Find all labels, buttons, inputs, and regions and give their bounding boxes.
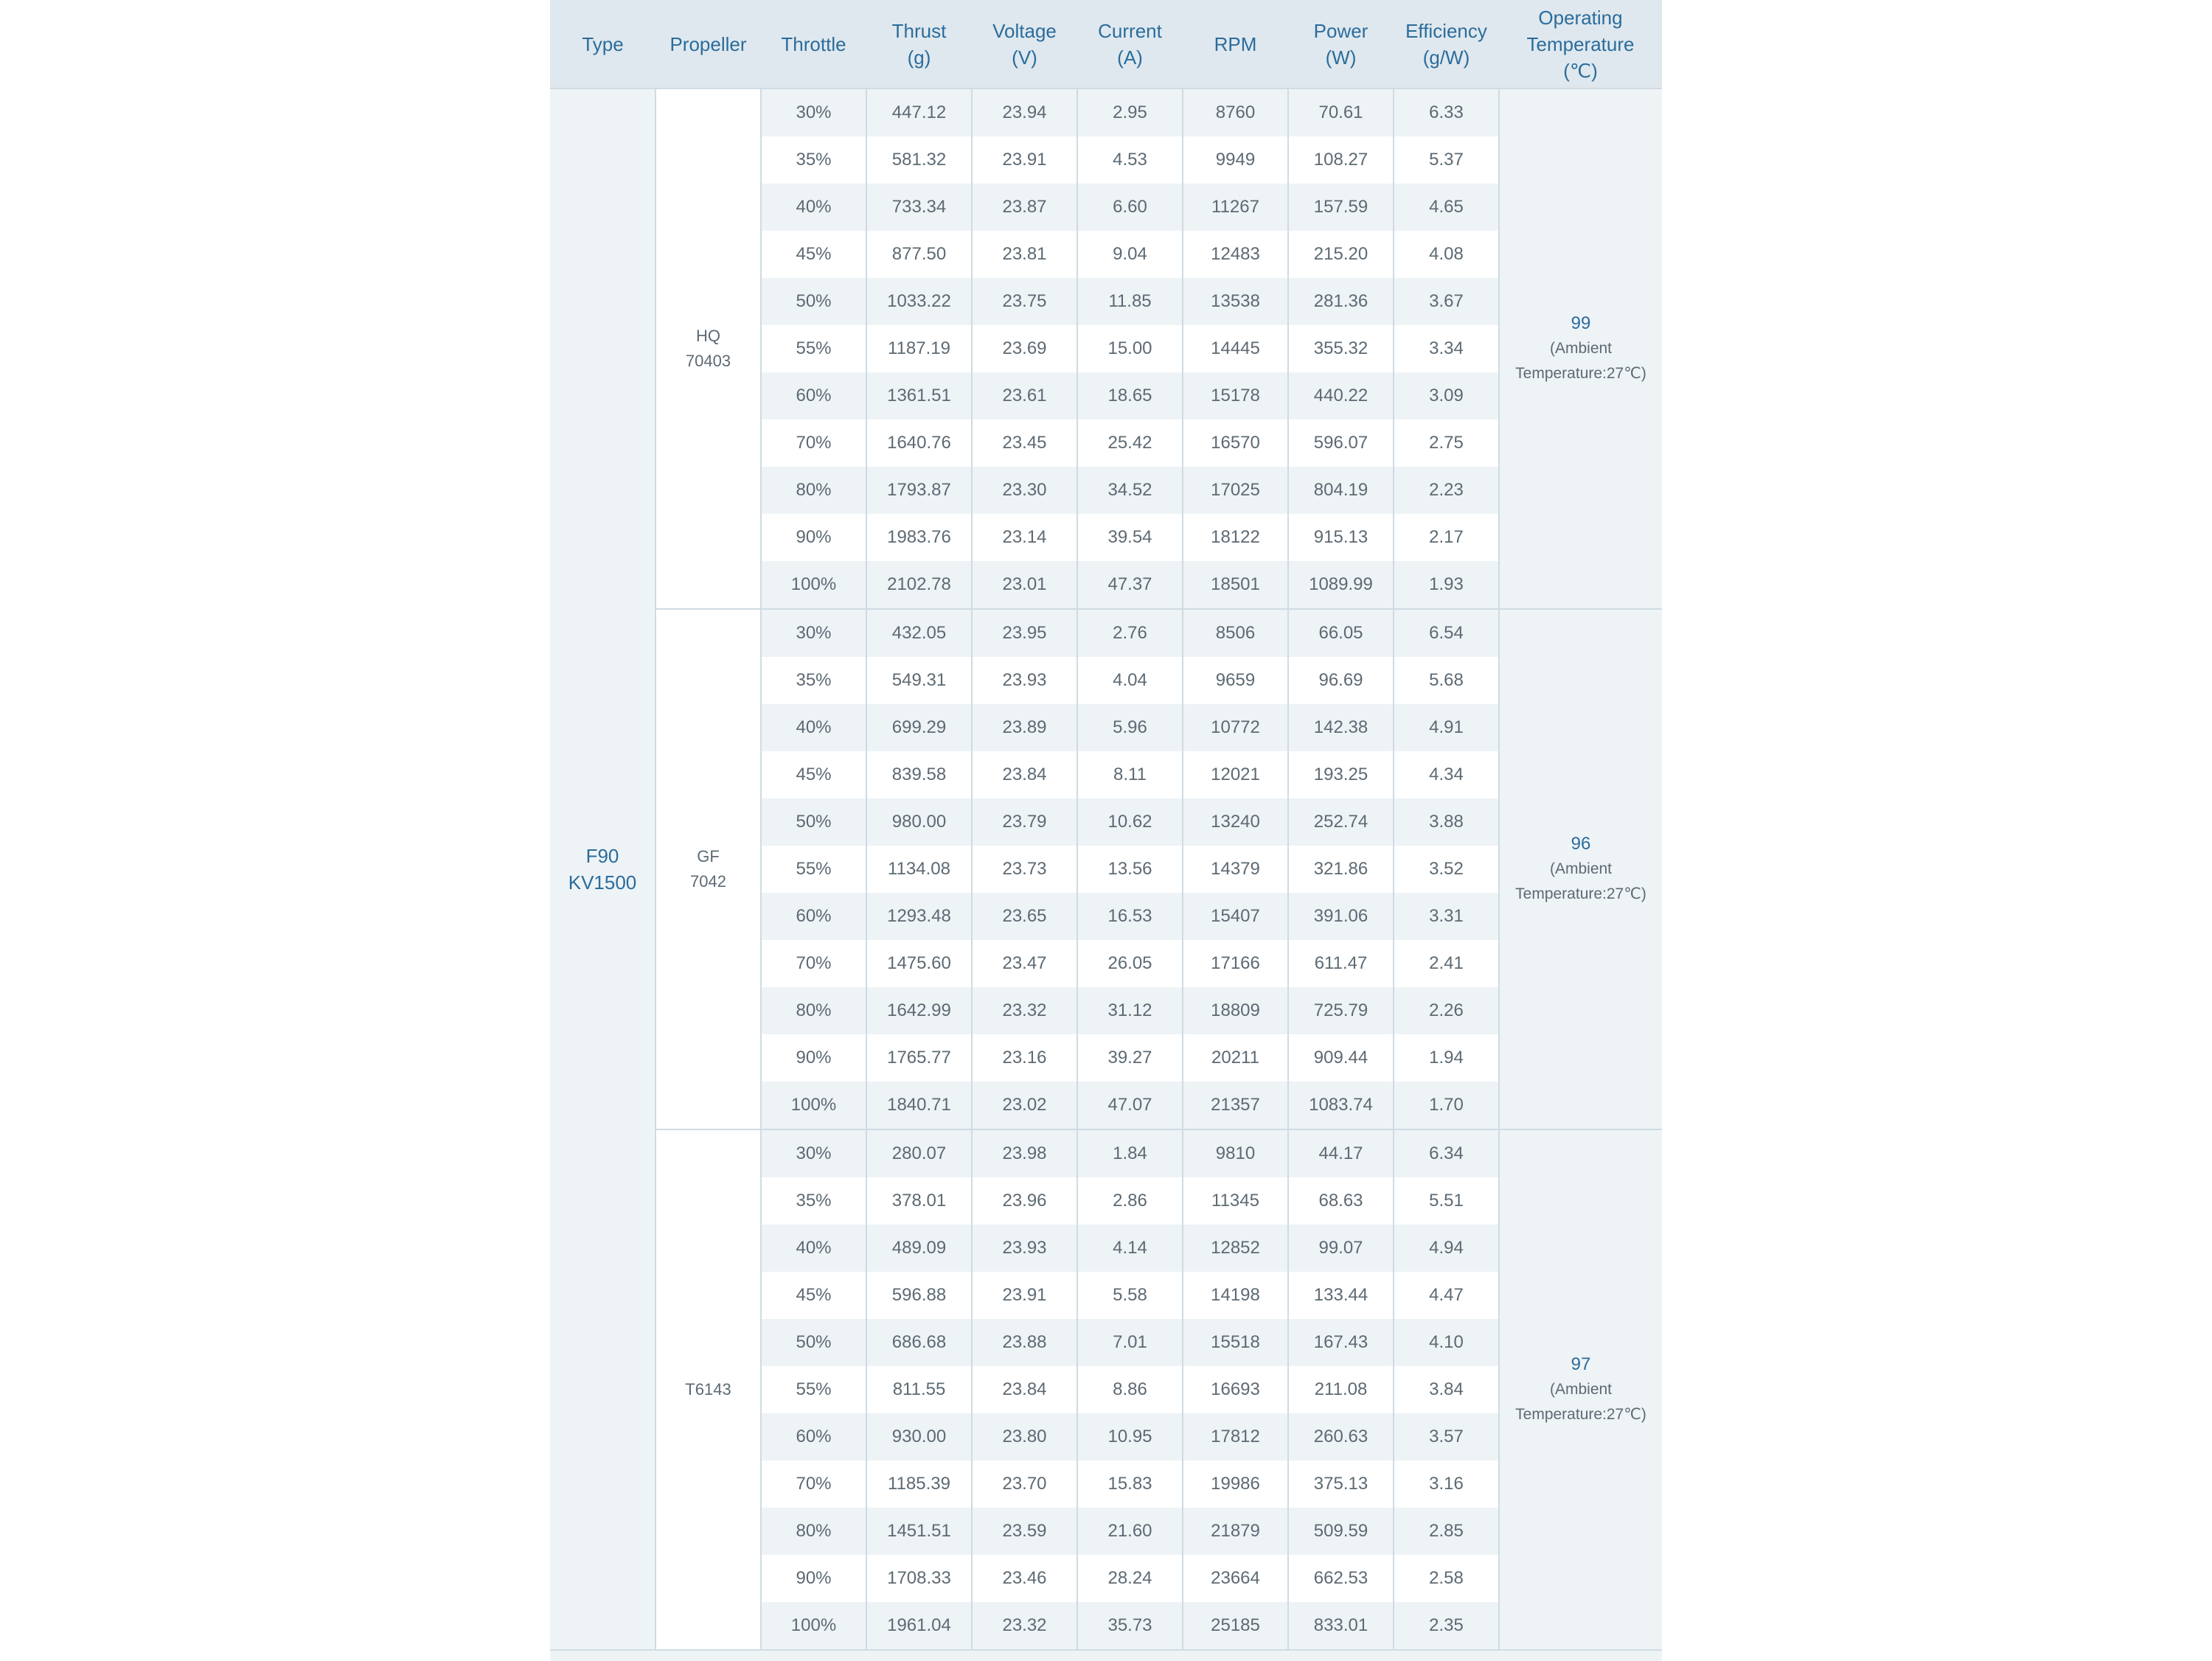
thrust-cell: 2102.78 (866, 561, 972, 609)
throttle-cell: 100% (761, 1082, 866, 1129)
rpm-cell: 15407 (1183, 893, 1288, 940)
thrust-cell: 1640.76 (866, 419, 972, 467)
power-cell: 44.17 (1288, 1129, 1394, 1177)
thrust-cell: 811.55 (866, 1366, 972, 1413)
efficiency-cell: 4.47 (1394, 1272, 1499, 1319)
operating-temperature-cell (1499, 88, 1662, 609)
current-cell: 10.95 (1077, 1413, 1183, 1460)
current-cell: 2.95 (1077, 88, 1183, 136)
current-cell: 8.11 (1077, 751, 1183, 798)
table-row (550, 88, 1662, 136)
rpm-cell: 17166 (1183, 940, 1288, 987)
voltage-cell: 23.80 (972, 1413, 1077, 1460)
power-cell: 157.59 (1288, 184, 1394, 231)
efficiency-cell: 3.09 (1394, 372, 1499, 419)
throttle-cell: 45% (761, 1272, 866, 1319)
thrust-cell: 1134.08 (866, 846, 972, 893)
rpm-cell: 21879 (1183, 1508, 1288, 1555)
current-cell: 18.65 (1077, 372, 1183, 419)
voltage-cell: 23.94 (972, 88, 1077, 136)
rpm-cell: 25185 (1183, 1602, 1288, 1649)
voltage-cell: 23.47 (972, 940, 1077, 987)
current-cell: 21.60 (1077, 1508, 1183, 1555)
current-cell: 15.83 (1077, 1460, 1183, 1508)
header-label-line: Thrust (891, 19, 947, 42)
thrust-cell: 1642.99 (866, 987, 972, 1034)
power-cell: 833.01 (1288, 1602, 1394, 1649)
voltage-cell: 23.88 (972, 1319, 1077, 1366)
thrust-cell: 1293.48 (866, 893, 972, 940)
current-cell: 5.58 (1077, 1272, 1183, 1319)
voltage-cell: 23.89 (972, 704, 1077, 751)
motor-performance-table (550, 0, 1662, 1649)
efficiency-cell: 3.31 (1394, 893, 1499, 940)
current-cell: 47.07 (1077, 1082, 1183, 1129)
voltage-cell: 23.73 (972, 846, 1077, 893)
thrust-cell: 699.29 (866, 704, 972, 751)
throttle-cell: 30% (761, 88, 866, 136)
efficiency-cell: 3.34 (1394, 325, 1499, 372)
thrust-cell: 1961.04 (866, 1602, 972, 1649)
throttle-cell: 70% (761, 419, 866, 467)
current-cell: 2.86 (1077, 1177, 1183, 1225)
rpm-cell: 18122 (1183, 514, 1288, 561)
header-current (1077, 0, 1183, 88)
rpm-cell: 9659 (1183, 657, 1288, 704)
voltage-cell: 23.46 (972, 1555, 1077, 1602)
voltage-cell: 23.61 (972, 372, 1077, 419)
voltage-cell: 23.93 (972, 657, 1077, 704)
ambient-temperature-note: (Ambient (1549, 1381, 1613, 1398)
power-cell: 375.13 (1288, 1460, 1394, 1508)
thrust-cell: 1708.33 (866, 1555, 972, 1602)
temperature-value: 97 (1571, 1354, 1591, 1374)
power-cell: 391.06 (1288, 893, 1394, 940)
current-cell: 31.12 (1077, 987, 1183, 1034)
voltage-cell: 23.95 (972, 609, 1077, 657)
power-cell: 142.38 (1288, 704, 1394, 751)
throttle-cell: 80% (761, 987, 866, 1034)
header-label-line: Voltage (992, 19, 1057, 42)
thrust-cell: 549.31 (866, 657, 972, 704)
current-cell: 4.04 (1077, 657, 1183, 704)
efficiency-cell: 6.34 (1394, 1129, 1499, 1177)
power-cell: 70.61 (1288, 88, 1394, 136)
power-cell: 355.32 (1288, 325, 1394, 372)
current-cell: 1.84 (1077, 1129, 1183, 1177)
thrust-cell: 1451.51 (866, 1508, 972, 1555)
power-cell: 611.47 (1288, 940, 1394, 987)
efficiency-cell: 4.65 (1394, 184, 1499, 231)
rpm-cell: 15518 (1183, 1319, 1288, 1366)
rpm-cell: 13538 (1183, 278, 1288, 325)
thrust-cell: 930.00 (866, 1413, 972, 1460)
rpm-cell: 8506 (1183, 609, 1288, 657)
voltage-cell: 23.93 (972, 1225, 1077, 1272)
voltage-cell: 23.91 (972, 1272, 1077, 1319)
current-cell: 9.04 (1077, 231, 1183, 278)
header-label-line: Current (1098, 19, 1162, 42)
thrust-cell: 489.09 (866, 1225, 972, 1272)
throttle-cell: 35% (761, 1177, 866, 1225)
current-cell: 28.24 (1077, 1555, 1183, 1602)
header-propeller (655, 0, 761, 88)
rpm-cell: 12021 (1183, 751, 1288, 798)
efficiency-cell: 4.34 (1394, 751, 1499, 798)
thrust-cell: 1033.22 (866, 278, 972, 325)
propeller-line: T6143 (685, 1380, 731, 1399)
rpm-cell: 19986 (1183, 1460, 1288, 1508)
rpm-cell: 17812 (1183, 1413, 1288, 1460)
efficiency-cell: 3.84 (1394, 1366, 1499, 1413)
efficiency-cell: 6.54 (1394, 609, 1499, 657)
current-cell: 47.37 (1077, 561, 1183, 609)
current-cell: 11.85 (1077, 278, 1183, 325)
propeller-line: GF (697, 847, 720, 866)
rpm-cell: 10772 (1183, 704, 1288, 751)
thrust-cell: 1187.19 (866, 325, 972, 372)
thrust-cell: 1983.76 (866, 514, 972, 561)
voltage-cell: 23.75 (972, 278, 1077, 325)
voltage-cell: 23.84 (972, 1366, 1077, 1413)
thrust-cell: 1475.60 (866, 940, 972, 987)
current-cell: 13.56 (1077, 846, 1183, 893)
voltage-cell: 23.98 (972, 1129, 1077, 1177)
throttle-cell: 40% (761, 184, 866, 231)
header-label-line: (W) (1325, 46, 1357, 69)
header-power (1288, 0, 1394, 88)
thrust-cell: 1840.71 (866, 1082, 972, 1129)
efficiency-cell: 2.85 (1394, 1508, 1499, 1555)
voltage-cell: 23.14 (972, 514, 1077, 561)
power-cell: 66.05 (1288, 609, 1394, 657)
rpm-cell: 16570 (1183, 419, 1288, 467)
throttle-cell: 50% (761, 278, 866, 325)
thrust-cell: 733.34 (866, 184, 972, 231)
rpm-cell: 16693 (1183, 1366, 1288, 1413)
rpm-cell: 8760 (1183, 88, 1288, 136)
current-cell: 4.53 (1077, 136, 1183, 184)
propeller-line: 7042 (690, 872, 726, 891)
header-operating-temperature (1499, 0, 1662, 88)
current-cell: 16.53 (1077, 893, 1183, 940)
throttle-cell: 90% (761, 1555, 866, 1602)
header-label-line: Temperature (1526, 32, 1635, 55)
rpm-cell: 18501 (1183, 561, 1288, 609)
table-row (550, 609, 1662, 657)
efficiency-cell: 1.70 (1394, 1082, 1499, 1129)
power-cell: 1089.99 (1288, 561, 1394, 609)
efficiency-cell: 5.51 (1394, 1177, 1499, 1225)
voltage-cell: 23.87 (972, 184, 1077, 231)
efficiency-cell: 1.93 (1394, 561, 1499, 609)
header-throttle (761, 0, 866, 88)
header-label-line: Type (582, 32, 624, 55)
thrust-cell: 378.01 (866, 1177, 972, 1225)
thrust-cell: 839.58 (866, 751, 972, 798)
propeller-cell (655, 1129, 761, 1649)
voltage-cell: 23.01 (972, 561, 1077, 609)
motor-type-line: KV1500 (568, 871, 637, 894)
voltage-cell: 23.84 (972, 751, 1077, 798)
throttle-cell: 60% (761, 372, 866, 419)
voltage-cell: 23.16 (972, 1034, 1077, 1082)
thrust-cell: 686.68 (866, 1319, 972, 1366)
rpm-cell: 12483 (1183, 231, 1288, 278)
header-voltage (972, 0, 1077, 88)
ambient-temperature-note: Temperature:27℃) (1515, 885, 1646, 902)
rpm-cell: 9949 (1183, 136, 1288, 184)
current-cell: 6.60 (1077, 184, 1183, 231)
throttle-cell: 50% (761, 798, 866, 846)
throttle-cell: 55% (761, 846, 866, 893)
power-cell: 596.07 (1288, 419, 1394, 467)
voltage-cell: 23.32 (972, 1602, 1077, 1649)
efficiency-cell: 2.26 (1394, 987, 1499, 1034)
power-cell: 260.63 (1288, 1413, 1394, 1460)
voltage-cell: 23.70 (972, 1460, 1077, 1508)
propeller-line: HQ (696, 327, 720, 345)
propeller-cell (655, 609, 761, 1129)
ambient-temperature-note: (Ambient (1549, 860, 1613, 877)
current-cell: 4.14 (1077, 1225, 1183, 1272)
throttle-cell: 45% (761, 231, 866, 278)
operating-temperature-cell (1499, 1129, 1662, 1649)
current-cell: 7.01 (1077, 1319, 1183, 1366)
header-label-line: RPM (1214, 32, 1257, 55)
power-cell: 193.25 (1288, 751, 1394, 798)
voltage-cell: 23.59 (972, 1508, 1077, 1555)
rpm-cell: 9810 (1183, 1129, 1288, 1177)
rpm-cell: 21357 (1183, 1082, 1288, 1129)
throttle-cell: 40% (761, 1225, 866, 1272)
power-cell: 96.69 (1288, 657, 1394, 704)
ambient-temperature-note: (Ambient (1549, 340, 1613, 357)
efficiency-cell: 2.58 (1394, 1555, 1499, 1602)
voltage-cell: 23.69 (972, 325, 1077, 372)
power-cell: 68.63 (1288, 1177, 1394, 1225)
header-label-line: (A) (1117, 46, 1143, 69)
efficiency-cell: 2.41 (1394, 940, 1499, 987)
throttle-cell: 100% (761, 561, 866, 609)
power-cell: 133.44 (1288, 1272, 1394, 1319)
temperature-value: 99 (1571, 313, 1591, 333)
power-cell: 215.20 (1288, 231, 1394, 278)
voltage-cell: 23.81 (972, 231, 1077, 278)
efficiency-cell: 4.10 (1394, 1319, 1499, 1366)
rpm-cell: 18809 (1183, 987, 1288, 1034)
power-cell: 211.08 (1288, 1366, 1394, 1413)
throttle-cell: 55% (761, 1366, 866, 1413)
efficiency-cell: 6.33 (1394, 88, 1499, 136)
power-cell: 804.19 (1288, 467, 1394, 514)
header-label-line: Operating (1538, 6, 1623, 29)
operating-temperature-cell (1499, 609, 1662, 1129)
thrust-cell: 877.50 (866, 231, 972, 278)
propeller-line: 70403 (685, 352, 731, 370)
header-rpm (1183, 0, 1288, 88)
voltage-cell: 23.96 (972, 1177, 1077, 1225)
efficiency-cell: 3.52 (1394, 846, 1499, 893)
power-cell: 909.44 (1288, 1034, 1394, 1082)
voltage-cell: 23.91 (972, 136, 1077, 184)
throttle-cell: 80% (761, 1508, 866, 1555)
thrust-cell: 1361.51 (866, 372, 972, 419)
throttle-cell: 70% (761, 940, 866, 987)
rpm-cell: 12852 (1183, 1225, 1288, 1272)
power-cell: 108.27 (1288, 136, 1394, 184)
rpm-cell: 13240 (1183, 798, 1288, 846)
header-row (550, 0, 1662, 88)
throttle-cell: 40% (761, 704, 866, 751)
current-cell: 5.96 (1077, 704, 1183, 751)
voltage-cell: 23.30 (972, 467, 1077, 514)
table-body (550, 88, 1662, 1649)
power-cell: 1083.74 (1288, 1082, 1394, 1129)
table-row (550, 1129, 1662, 1177)
throttle-cell: 100% (761, 1602, 866, 1649)
header-label-line: (g/W) (1422, 46, 1470, 69)
thrust-cell: 280.07 (866, 1129, 972, 1177)
power-cell: 915.13 (1288, 514, 1394, 561)
throttle-cell: 35% (761, 136, 866, 184)
current-cell: 10.62 (1077, 798, 1183, 846)
rpm-cell: 23664 (1183, 1555, 1288, 1602)
rpm-cell: 14445 (1183, 325, 1288, 372)
thrust-cell: 1793.87 (866, 467, 972, 514)
header-label-line: Efficiency (1405, 19, 1487, 42)
throttle-cell: 60% (761, 893, 866, 940)
header-efficiency (1394, 0, 1499, 88)
efficiency-cell: 3.88 (1394, 798, 1499, 846)
power-cell: 440.22 (1288, 372, 1394, 419)
efficiency-cell: 5.37 (1394, 136, 1499, 184)
current-cell: 8.86 (1077, 1366, 1183, 1413)
header-label-line: Power (1313, 19, 1368, 42)
current-cell: 35.73 (1077, 1602, 1183, 1649)
power-cell: 99.07 (1288, 1225, 1394, 1272)
power-cell: 509.59 (1288, 1508, 1394, 1555)
efficiency-cell: 2.17 (1394, 514, 1499, 561)
power-cell: 662.53 (1288, 1555, 1394, 1602)
voltage-cell: 23.02 (972, 1082, 1077, 1129)
header-label-line: Propeller (669, 32, 747, 55)
throttle-cell: 80% (761, 467, 866, 514)
rpm-cell: 11267 (1183, 184, 1288, 231)
power-cell: 252.74 (1288, 798, 1394, 846)
efficiency-cell: 4.94 (1394, 1225, 1499, 1272)
current-cell: 25.42 (1077, 419, 1183, 467)
rpm-cell: 20211 (1183, 1034, 1288, 1082)
throttle-cell: 60% (761, 1413, 866, 1460)
power-cell: 725.79 (1288, 987, 1394, 1034)
rpm-cell: 14198 (1183, 1272, 1288, 1319)
power-cell: 281.36 (1288, 278, 1394, 325)
throttle-cell: 70% (761, 1460, 866, 1508)
thrust-cell: 1185.39 (866, 1460, 972, 1508)
efficiency-cell: 3.67 (1394, 278, 1499, 325)
thrust-cell: 581.32 (866, 136, 972, 184)
current-cell: 39.54 (1077, 514, 1183, 561)
efficiency-cell: 4.08 (1394, 231, 1499, 278)
efficiency-cell: 2.23 (1394, 467, 1499, 514)
efficiency-cell: 5.68 (1394, 657, 1499, 704)
throttle-cell: 30% (761, 1129, 866, 1177)
thrust-cell: 1765.77 (866, 1034, 972, 1082)
throttle-cell: 90% (761, 1034, 866, 1082)
efficiency-cell: 1.94 (1394, 1034, 1499, 1082)
throttle-cell: 50% (761, 1319, 866, 1366)
ambient-temperature-note: Temperature:27℃) (1515, 365, 1646, 382)
efficiency-cell: 3.57 (1394, 1413, 1499, 1460)
efficiency-cell: 2.75 (1394, 419, 1499, 467)
thrust-cell: 596.88 (866, 1272, 972, 1319)
voltage-cell: 23.45 (972, 419, 1077, 467)
throttle-cell: 30% (761, 609, 866, 657)
rpm-cell: 11345 (1183, 1177, 1288, 1225)
temperature-value: 96 (1571, 834, 1591, 854)
power-cell: 321.86 (1288, 846, 1394, 893)
thrust-cell: 432.05 (866, 609, 972, 657)
current-cell: 26.05 (1077, 940, 1183, 987)
current-cell: 34.52 (1077, 467, 1183, 514)
rpm-cell: 17025 (1183, 467, 1288, 514)
efficiency-cell: 2.35 (1394, 1602, 1499, 1649)
throttle-cell: 45% (761, 751, 866, 798)
spec-table-container (550, 0, 1662, 1649)
motor-type-cell (550, 88, 655, 1649)
rpm-cell: 14379 (1183, 846, 1288, 893)
voltage-cell: 23.32 (972, 987, 1077, 1034)
header-label-line: Throttle (781, 32, 846, 55)
current-cell: 39.27 (1077, 1034, 1183, 1082)
efficiency-cell: 4.91 (1394, 704, 1499, 751)
motor-type-line: F90 (585, 845, 619, 867)
throttle-cell: 55% (761, 325, 866, 372)
propeller-cell (655, 88, 761, 609)
throttle-cell: 35% (761, 657, 866, 704)
current-cell: 2.76 (1077, 609, 1183, 657)
header-label-line: (g) (907, 46, 931, 69)
header-label-line: (V) (1012, 46, 1037, 69)
throttle-cell: 90% (761, 514, 866, 561)
rpm-cell: 15178 (1183, 372, 1288, 419)
voltage-cell: 23.79 (972, 798, 1077, 846)
table-header (550, 0, 1662, 88)
header-thrust (866, 0, 972, 88)
current-cell: 15.00 (1077, 325, 1183, 372)
efficiency-cell: 3.16 (1394, 1460, 1499, 1508)
power-cell: 167.43 (1288, 1319, 1394, 1366)
thrust-cell: 980.00 (866, 798, 972, 846)
header-label-line: (℃) (1563, 59, 1598, 82)
voltage-cell: 23.65 (972, 893, 1077, 940)
thrust-cell: 447.12 (866, 88, 972, 136)
ambient-temperature-note: Temperature:27℃) (1515, 1406, 1646, 1423)
header-type (550, 0, 655, 88)
